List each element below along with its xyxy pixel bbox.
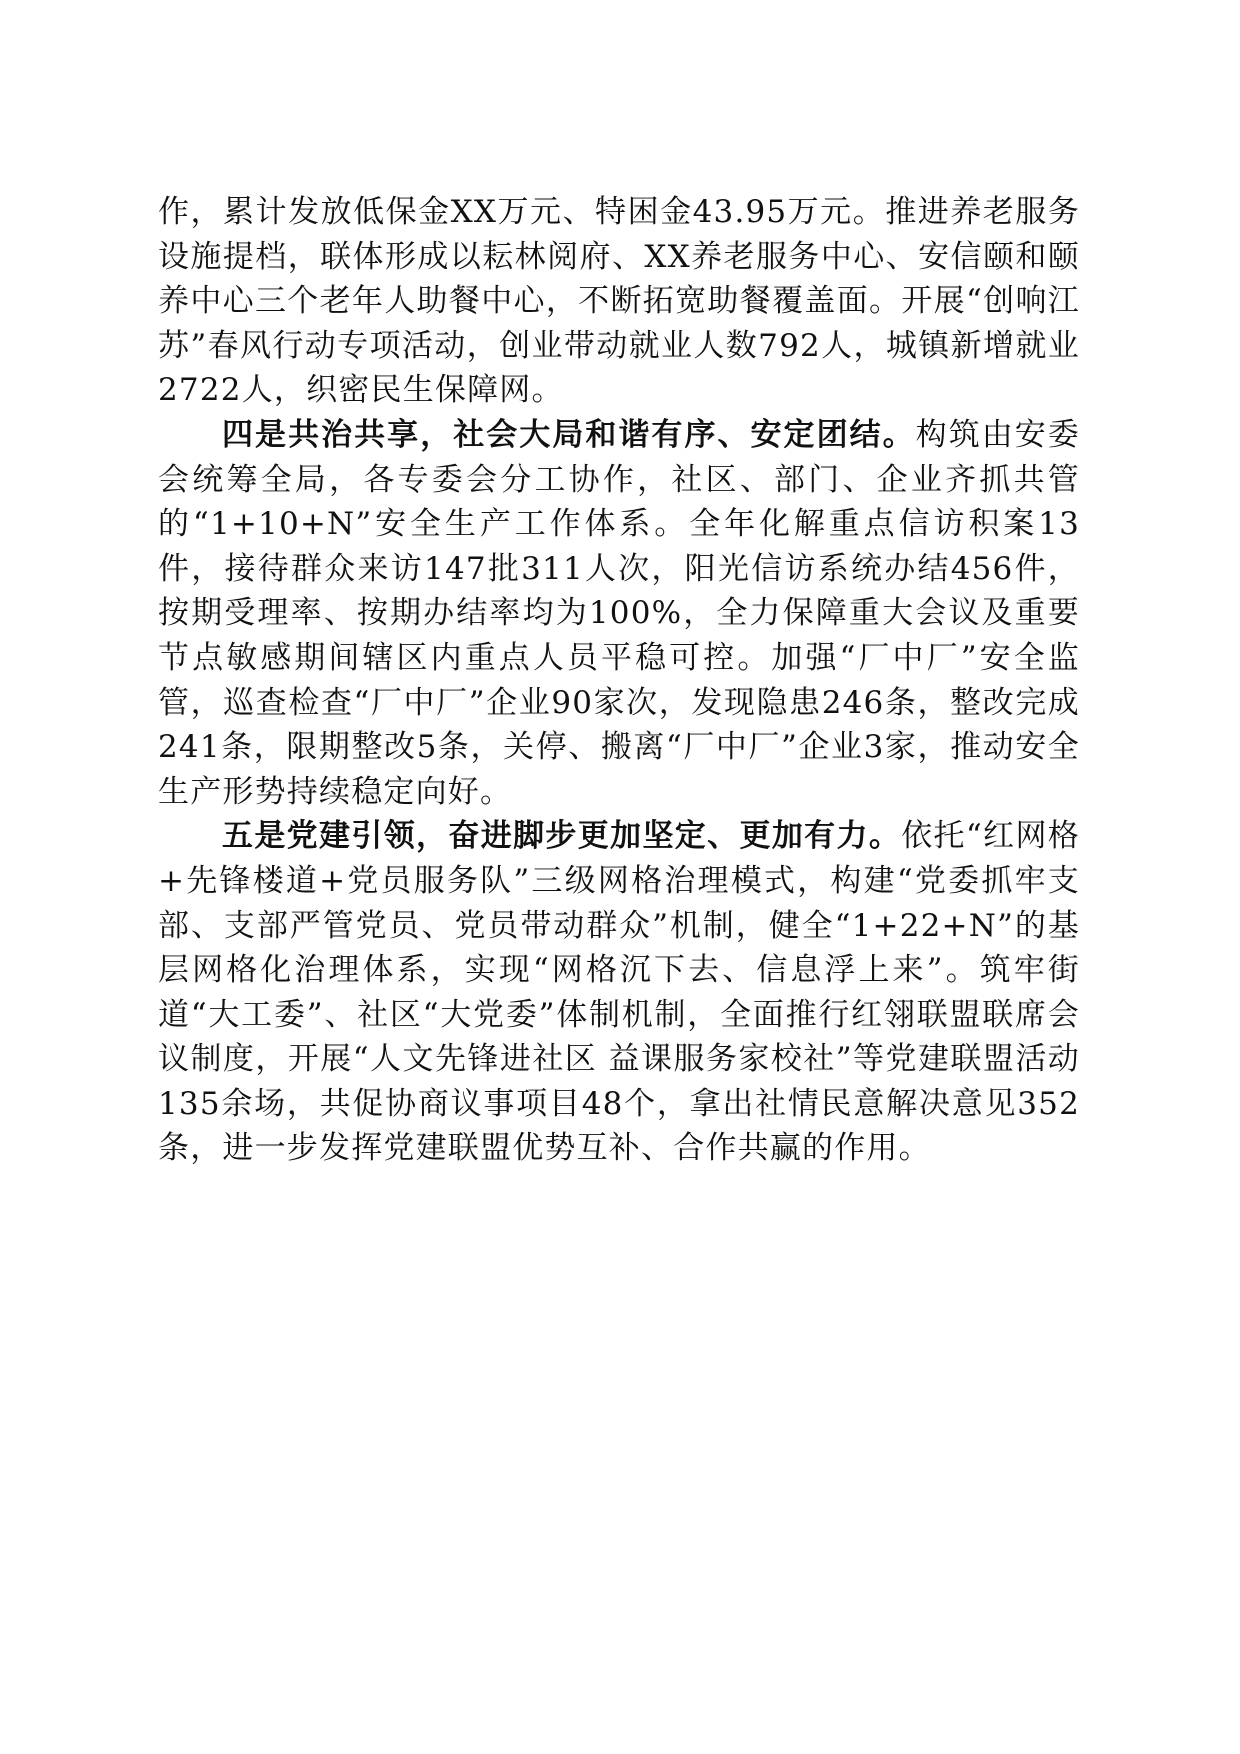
paragraph-body: 构筑由安委会统筹全局，各专委会分工协作，社区、部门、企业齐抓共管的“1+10+N”安全生产工作体系。全年化解重点信访积案13件，接待群众来访147批311人次，阳光信访系统办结456件，按期受理率、按期办结率均为100%，全力保障重大会议及重要节点敏感期间辖区内重点人员平稳可控。加强“厂中厂”安全监管，巡查检查“厂中厂”企业90家次，发现隐患246条，整改完成241条，限期整改5条，关停、搬离“厂中厂”企业3家，推动安全生产形势持续稳定向好。 <box>158 416 1080 810</box>
paragraph-lead-heading: 五是党建引领，奋进脚步更加坚定、更加有力。 <box>222 818 902 855</box>
paragraph-body: 作，累计发放低保金XX万元、特困金43.95万元。推进养老服务设施提档，联体形成以耘林阅府、XX养老服务中心、安信颐和颐养中心三个老年人助餐中心，不断拓宽助餐覆盖面。开展“创响江苏”春风行动专项活动，创业带动就业人数792人，城镇新增就业2722人，织密民生保障网。 <box>158 194 1080 409</box>
paragraph-body: 依托“红网格+先锋楼道+党员服务队”三级网格治理模式，构建“党委抓牢支部、支部严管党员、党员带动群众”机制，健全“1+22+N”的基层网格化治理体系，实现“网格沉下去、信息浮上来”。筑牢街道“大工委”、社区“大党委”体制机制，全面推行红翎联盟联席会议制度，开展“人文先锋进社区 益课服务家校社”等党建联盟活动135余场，共促协商议事项目48个，拿出社情民意解决意见352条，进一步发挥党建联盟优势互补、合作共赢的作用。 <box>158 818 1080 1167</box>
paragraph-continuation <box>158 190 1080 413</box>
paragraph-lead-heading: 四是共治共享，社会大局和谐有序、安定团结。 <box>222 416 916 453</box>
document-page <box>158 190 1080 1171</box>
paragraph-section-five <box>158 814 1080 1171</box>
paragraph-section-four <box>158 413 1080 814</box>
